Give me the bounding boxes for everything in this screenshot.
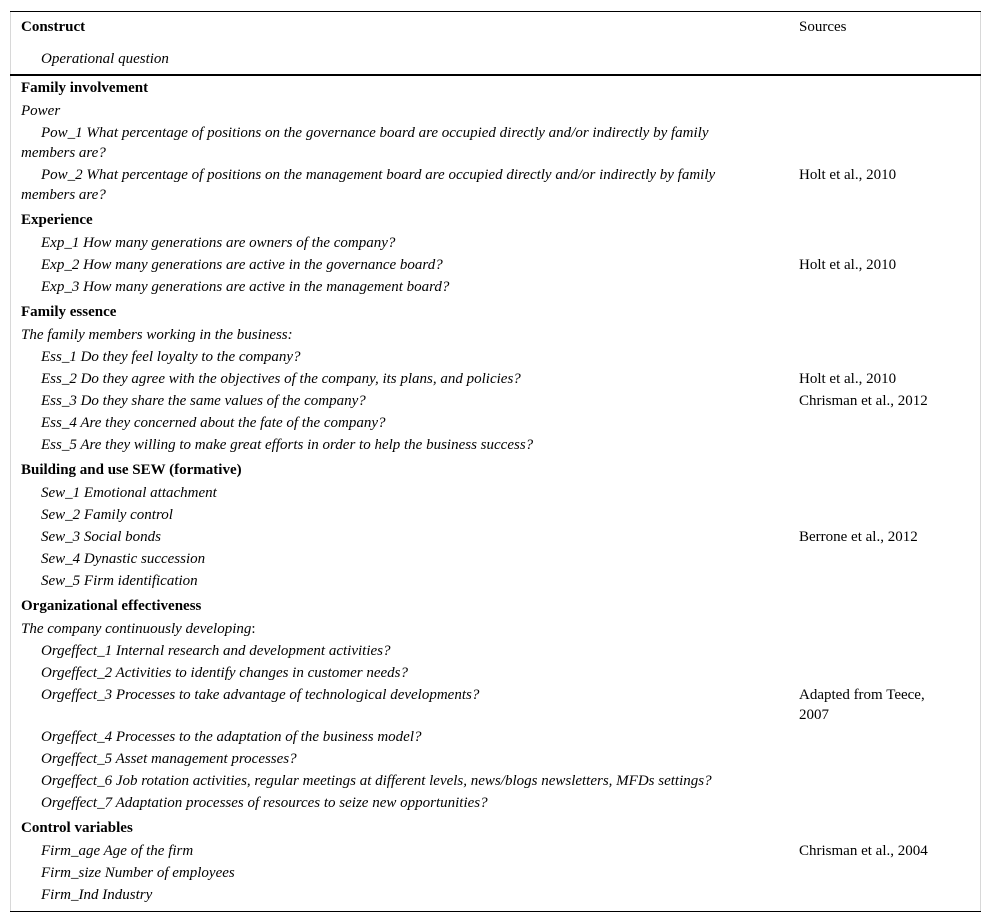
- source-org-line2: 2007: [799, 707, 829, 723]
- org-intro-text: The company continuously developing: [21, 621, 252, 637]
- source-org-line1: Adapted from Teece,: [799, 687, 925, 703]
- section-org-effectiveness: Organizational effectiveness: [21, 598, 202, 614]
- sew4: Sew_4 Dynastic succession: [41, 551, 206, 567]
- firm-ind: Firm_Ind Industry: [41, 887, 153, 903]
- pow1-line2: members are?: [21, 145, 106, 161]
- top-rule: [10, 11, 981, 12]
- orgeffect4: Orgeffect_4 Processes to the adaptation of the business model?: [41, 729, 422, 745]
- header-operational-question: Operational question: [41, 51, 169, 67]
- source-family-essence-1: Holt et al., 2010: [799, 371, 897, 387]
- ess5: Ess_5 Are they willing to make great efforts in order to help the business success?: [41, 437, 534, 453]
- ess4: Ess_4 Are they concerned about the fate of the company?: [41, 415, 386, 431]
- orgeffect2: Orgeffect_2 Activities to identify changes in customer needs?: [41, 665, 408, 681]
- sew2: Sew_2 Family control: [41, 507, 173, 523]
- pow2-line2: members are?: [21, 187, 106, 203]
- orgeffect7: Orgeffect_7 Adaptation processes of resources to seize new opportunities?: [41, 795, 488, 811]
- org-effectiveness-intro: [21, 619, 256, 639]
- source-control: Chrisman et al., 2004: [799, 843, 928, 859]
- exp3: Exp_3 How many generations are active in the management board?: [41, 279, 450, 295]
- header-construct: Construct: [21, 19, 86, 35]
- source-sew: Berrone et al., 2012: [799, 529, 918, 545]
- section-sew: Building and use SEW (formative): [21, 462, 242, 478]
- bottom-rule: [10, 911, 981, 912]
- power-label: Power: [21, 103, 61, 119]
- pow2-line1: Pow_2 What percentage of positions on the management board are occupied directly and/or indirectly by family: [41, 167, 716, 183]
- ess3: Ess_3 Do they share the same values of the company?: [41, 393, 366, 409]
- header-rule: [10, 74, 981, 76]
- section-family-involvement: Family involvement: [21, 80, 149, 96]
- sew1: Sew_1 Emotional attachment: [41, 485, 217, 501]
- orgeffect5: Orgeffect_5 Asset management processes?: [41, 751, 297, 767]
- header-sources: Sources: [799, 19, 847, 35]
- pow1-line1: Pow_1 What percentage of positions on the governance board are occupied directly and/or indirectly by family: [41, 125, 709, 141]
- orgeffect1: Orgeffect_1 Internal research and development activities?: [41, 643, 391, 659]
- ess1: Ess_1 Do they feel loyalty to the company?: [41, 349, 301, 365]
- source-family-essence-2: Chrisman et al., 2012: [799, 393, 928, 409]
- orgeffect3: Orgeffect_3 Processes to take advantage of technological developments?: [41, 687, 480, 703]
- exp1: Exp_1 How many generations are owners of the company?: [41, 235, 396, 251]
- ess2: Ess_2 Do they agree with the objectives of the company, its plans, and policies?: [41, 371, 521, 387]
- sew5: Sew_5 Firm identification: [41, 573, 198, 589]
- section-experience: Experience: [21, 212, 93, 228]
- orgeffect6: Orgeffect_6 Job rotation activities, regular meetings at different levels, news/blogs newsletters, MFDs settings?: [41, 773, 712, 789]
- sew3: Sew_3 Social bonds: [41, 529, 161, 545]
- source-family-involvement: Holt et al., 2010: [799, 167, 897, 183]
- firm-size: Firm_size Number of employees: [41, 865, 235, 881]
- source-experience: Holt et al., 2010: [799, 257, 897, 273]
- org-intro-colon: :: [251, 621, 256, 637]
- family-essence-intro: The family members working in the business:: [21, 327, 293, 343]
- section-family-essence: Family essence: [21, 304, 117, 320]
- firm-age: Firm_age Age of the firm: [41, 843, 194, 859]
- section-control-variables: Control variables: [21, 820, 133, 836]
- exp2: Exp_2 How many generations are active in the governance board?: [41, 257, 443, 273]
